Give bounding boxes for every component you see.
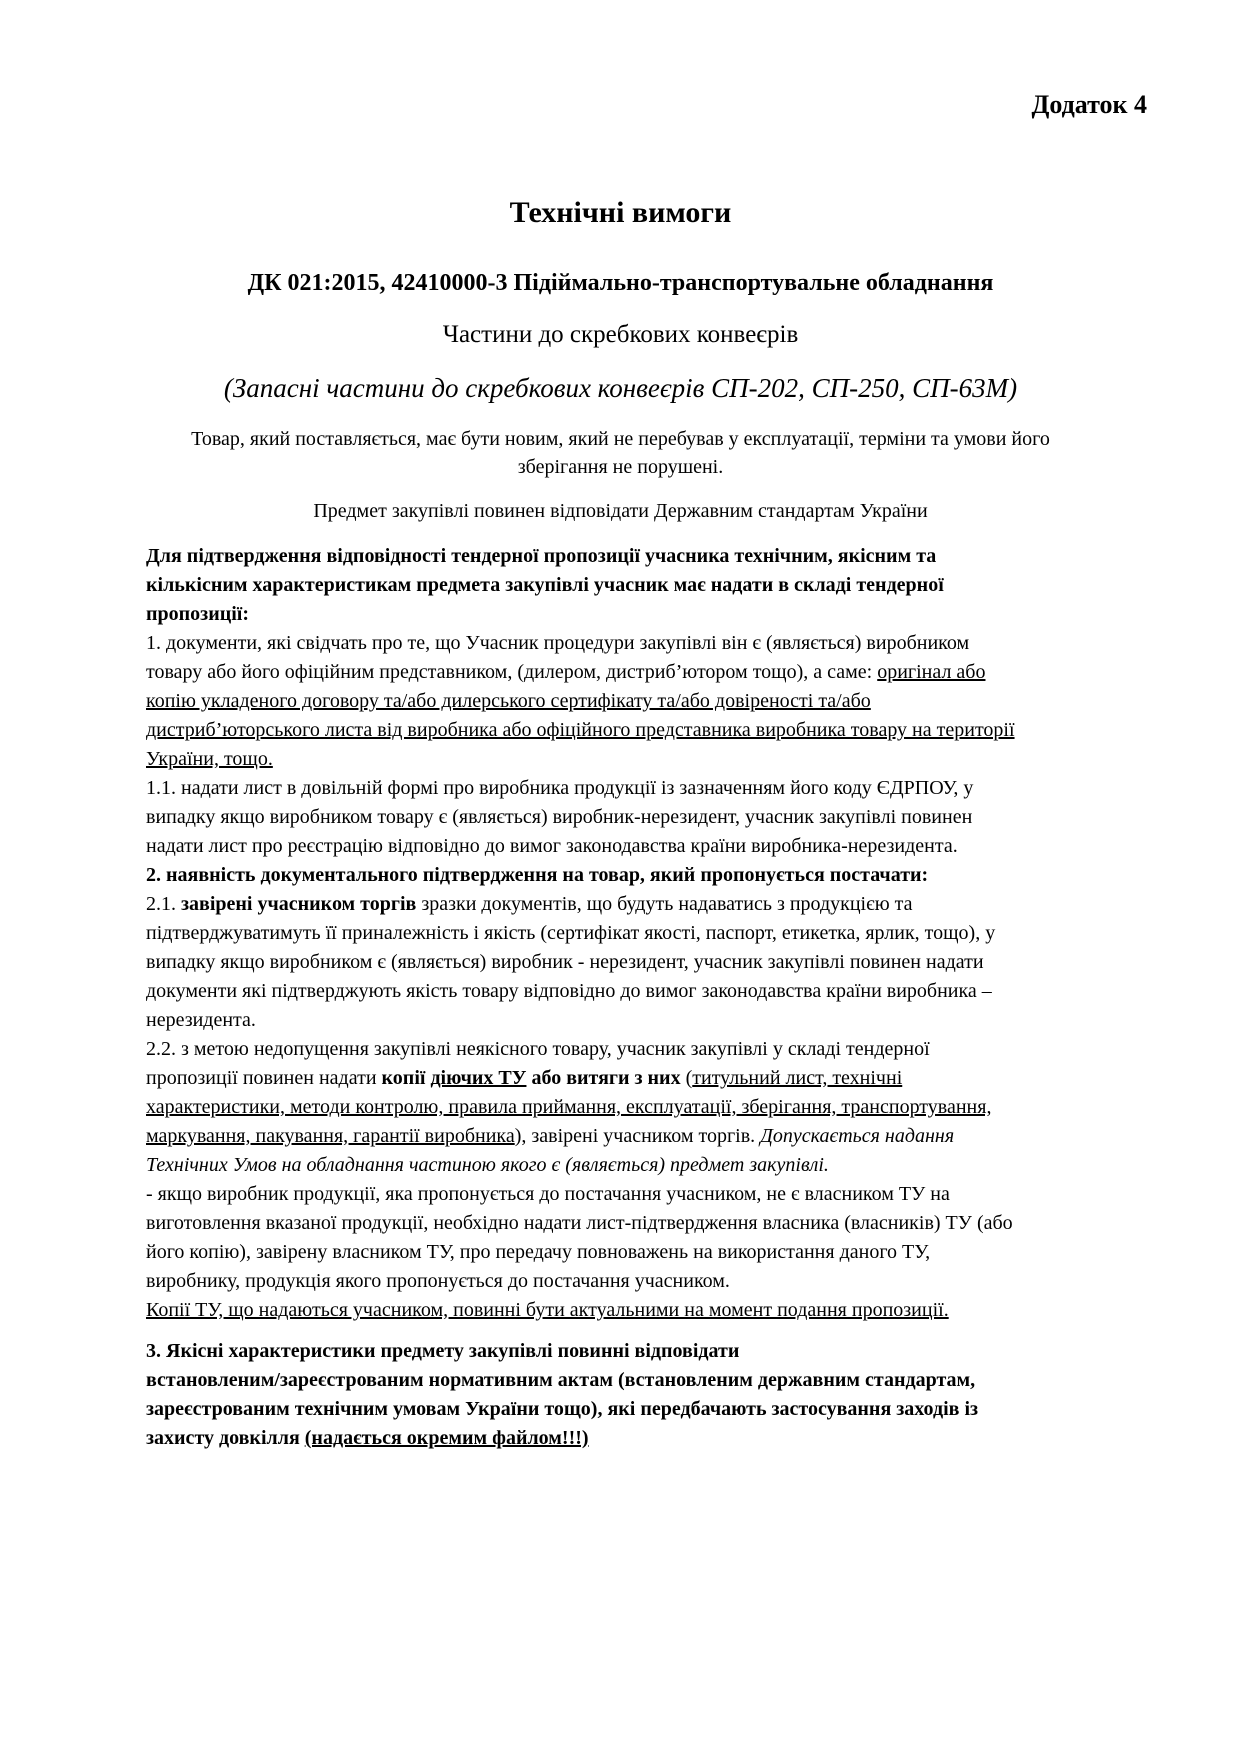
- parts-title: Частини до скребкових конвеєрів: [442, 321, 799, 348]
- new-goods-line: Товар, який поставляється, має бути новим, який не перебував у експлуатації, терміни та умови його: [191, 428, 1050, 450]
- item-3: [146, 1337, 1146, 1453]
- item-2-2: [146, 1035, 1146, 1180]
- item-1-line: дистриб’юторського листа від виробника або офіційного представника виробника товару на території: [146, 719, 1015, 741]
- new-goods-statement: [145, 425, 1096, 481]
- item-2-2-line: Технічних Умов на обладнання частиною якого є (являється) предмет закупівлі.: [146, 1154, 829, 1176]
- page-title: Технічні вимоги: [509, 196, 732, 229]
- item-2-2-paren: (: [680, 1067, 693, 1089]
- item-2-1-line: підтверджуватимуть її приналежність і якість (сертифікат якості, паспорт, етикетка, ярлик, тощо), у: [146, 922, 996, 944]
- item-2-2-text: ), завірені учасником торгів.: [514, 1125, 761, 1147]
- intro-line: кількісним характеристикам предмета закупівлі учасник має надати в складі тендерної: [146, 574, 944, 596]
- item-2-1-line: нерезидента.: [146, 1009, 256, 1031]
- item-2-2-bold-underlined: діючих ТУ: [430, 1067, 527, 1089]
- intro-line: Для підтвердження відповідності тендерної пропозиції учасника технічним, якісним та: [146, 545, 937, 567]
- item-1-1-line: випадку якщо виробником товару є (являється) виробник-нерезидент, учасник закупівлі повинен: [146, 806, 973, 828]
- item-1-1-line: надати лист про реєстрацію відповідно до вимог законодавства країни виробника-нерезидента.: [146, 835, 958, 857]
- item-3-line: 3. Якісні характеристики предмету закупівлі повинні відповідати: [146, 1340, 740, 1362]
- standard-note: Предмет закупівлі повинен відповідати Державним стандартам України: [313, 500, 928, 522]
- appendix-label: Додаток 4: [1031, 90, 1147, 119]
- item-2-1-line: [146, 890, 1146, 919]
- intro-line: пропозиції:: [146, 603, 250, 625]
- item-1-1: [146, 774, 1146, 861]
- item-2-2-bold: копії: [381, 1067, 431, 1089]
- item-2-heading-line: 2. наявність документального підтвердження на товар, який пропонується постачати:: [146, 864, 929, 886]
- requirements-body: [146, 542, 1146, 1453]
- item-3-line: [146, 1424, 1146, 1453]
- tu-owner-note: [146, 1180, 1146, 1296]
- item-2-2-text: пропозиції повинен надати: [146, 1067, 382, 1089]
- item-2-2-line: 2.2. з метою недопущення закупівлі неякісного товару, учасник закупівлі у складі тендерної: [146, 1038, 930, 1060]
- item-2-1-line: документи які підтверджують якість товару відповідно до вимог законодавства країни виробника –: [146, 980, 992, 1002]
- copies-note: [146, 1296, 1146, 1325]
- item-1-line: України, тощо.: [146, 748, 273, 770]
- item-3-text: захисту довкілля: [146, 1427, 305, 1449]
- spacer: [146, 1325, 1146, 1337]
- item-2-2-italic: Допускається надання: [760, 1125, 955, 1147]
- item-2-heading: [146, 861, 1146, 890]
- item-2-1: [146, 890, 1146, 1035]
- copies-note-line: Копії ТУ, що надаються учасником, повинні бути актуальними на момент подання пропозиції.: [146, 1299, 949, 1321]
- item-1-1-line: 1.1. надати лист в довільній формі про виробника продукції із зазначенням його коду ЄДРПОУ, у: [146, 777, 974, 799]
- item-2-2-underlined: титульний лист, технічні: [692, 1067, 903, 1089]
- item-1-line: копію укладеного договору та/або дилерського сертифікату та/або довіреності та/або: [146, 690, 871, 712]
- item-2-2-underlined: маркування, пакування, гарантії виробника: [146, 1125, 515, 1147]
- item-2-2-line: [146, 1122, 1146, 1151]
- item-2-1-line: випадку якщо виробником є (являється) виробник - нерезидент, учасник закупівлі повинен надати: [146, 951, 984, 973]
- item-2-1-bold: завірені учасником торгів: [181, 893, 417, 915]
- spare-parts-line: (Запасні частини до скребкових конвеєрів СП-202, СП-250, СП-63М): [223, 373, 1018, 403]
- item-3-line: зареєстрованим технічним умовам України тощо), які передбачають застосування заходів із: [146, 1398, 979, 1420]
- item-1-line: [146, 658, 1146, 687]
- tu-owner-line: його копію), завірену власником ТУ, про передачу повноважень на використання даного ТУ,: [146, 1241, 931, 1263]
- tu-owner-line: виготовлення вказаної продукції, необхідно надати лист-підтвердження власника (власників) ТУ (або: [146, 1212, 1013, 1234]
- item-2-2-line: [146, 1064, 1146, 1093]
- item-2-1-prefix: 2.1.: [146, 893, 181, 915]
- intro-paragraph: [146, 542, 1146, 629]
- item-2-2-line: характеристики, методи контролю, правила приймання, експлуатації, зберігання, транспортування,: [146, 1096, 992, 1118]
- new-goods-line: зберігання не порушені.: [517, 456, 724, 478]
- item-1: [146, 629, 1146, 774]
- classifier-subtitle: ДК 021:2015, 42410000-3 Підіймально-транспортувальне обладнання: [247, 270, 994, 296]
- item-2-2-bold: або витяги з них: [526, 1067, 681, 1089]
- item-3-underlined: (надається окремим файлом!!!): [304, 1427, 589, 1449]
- item-2-1-rest: зразки документів, що будуть надаватись з продукцією та: [416, 893, 913, 915]
- item-1-text: товару або його офіційним представником, (дилером, дистриб’ютором тощо), а саме:: [146, 661, 878, 683]
- item-1-line: 1. документи, які свідчать про те, що Учасник процедури закупівлі він є (являється) виробником: [146, 632, 970, 654]
- tu-owner-line: виробнику, продукція якого пропонується до постачання учасником.: [146, 1270, 730, 1292]
- item-1-underlined: оригінал або: [877, 661, 986, 683]
- tu-owner-line: - якщо виробник продукції, яка пропонується до постачання учасником, не є власником ТУ на: [146, 1183, 950, 1205]
- item-3-line: встановленим/зареєстрованим нормативним актам (встановленим державним стандартам,: [146, 1369, 976, 1391]
